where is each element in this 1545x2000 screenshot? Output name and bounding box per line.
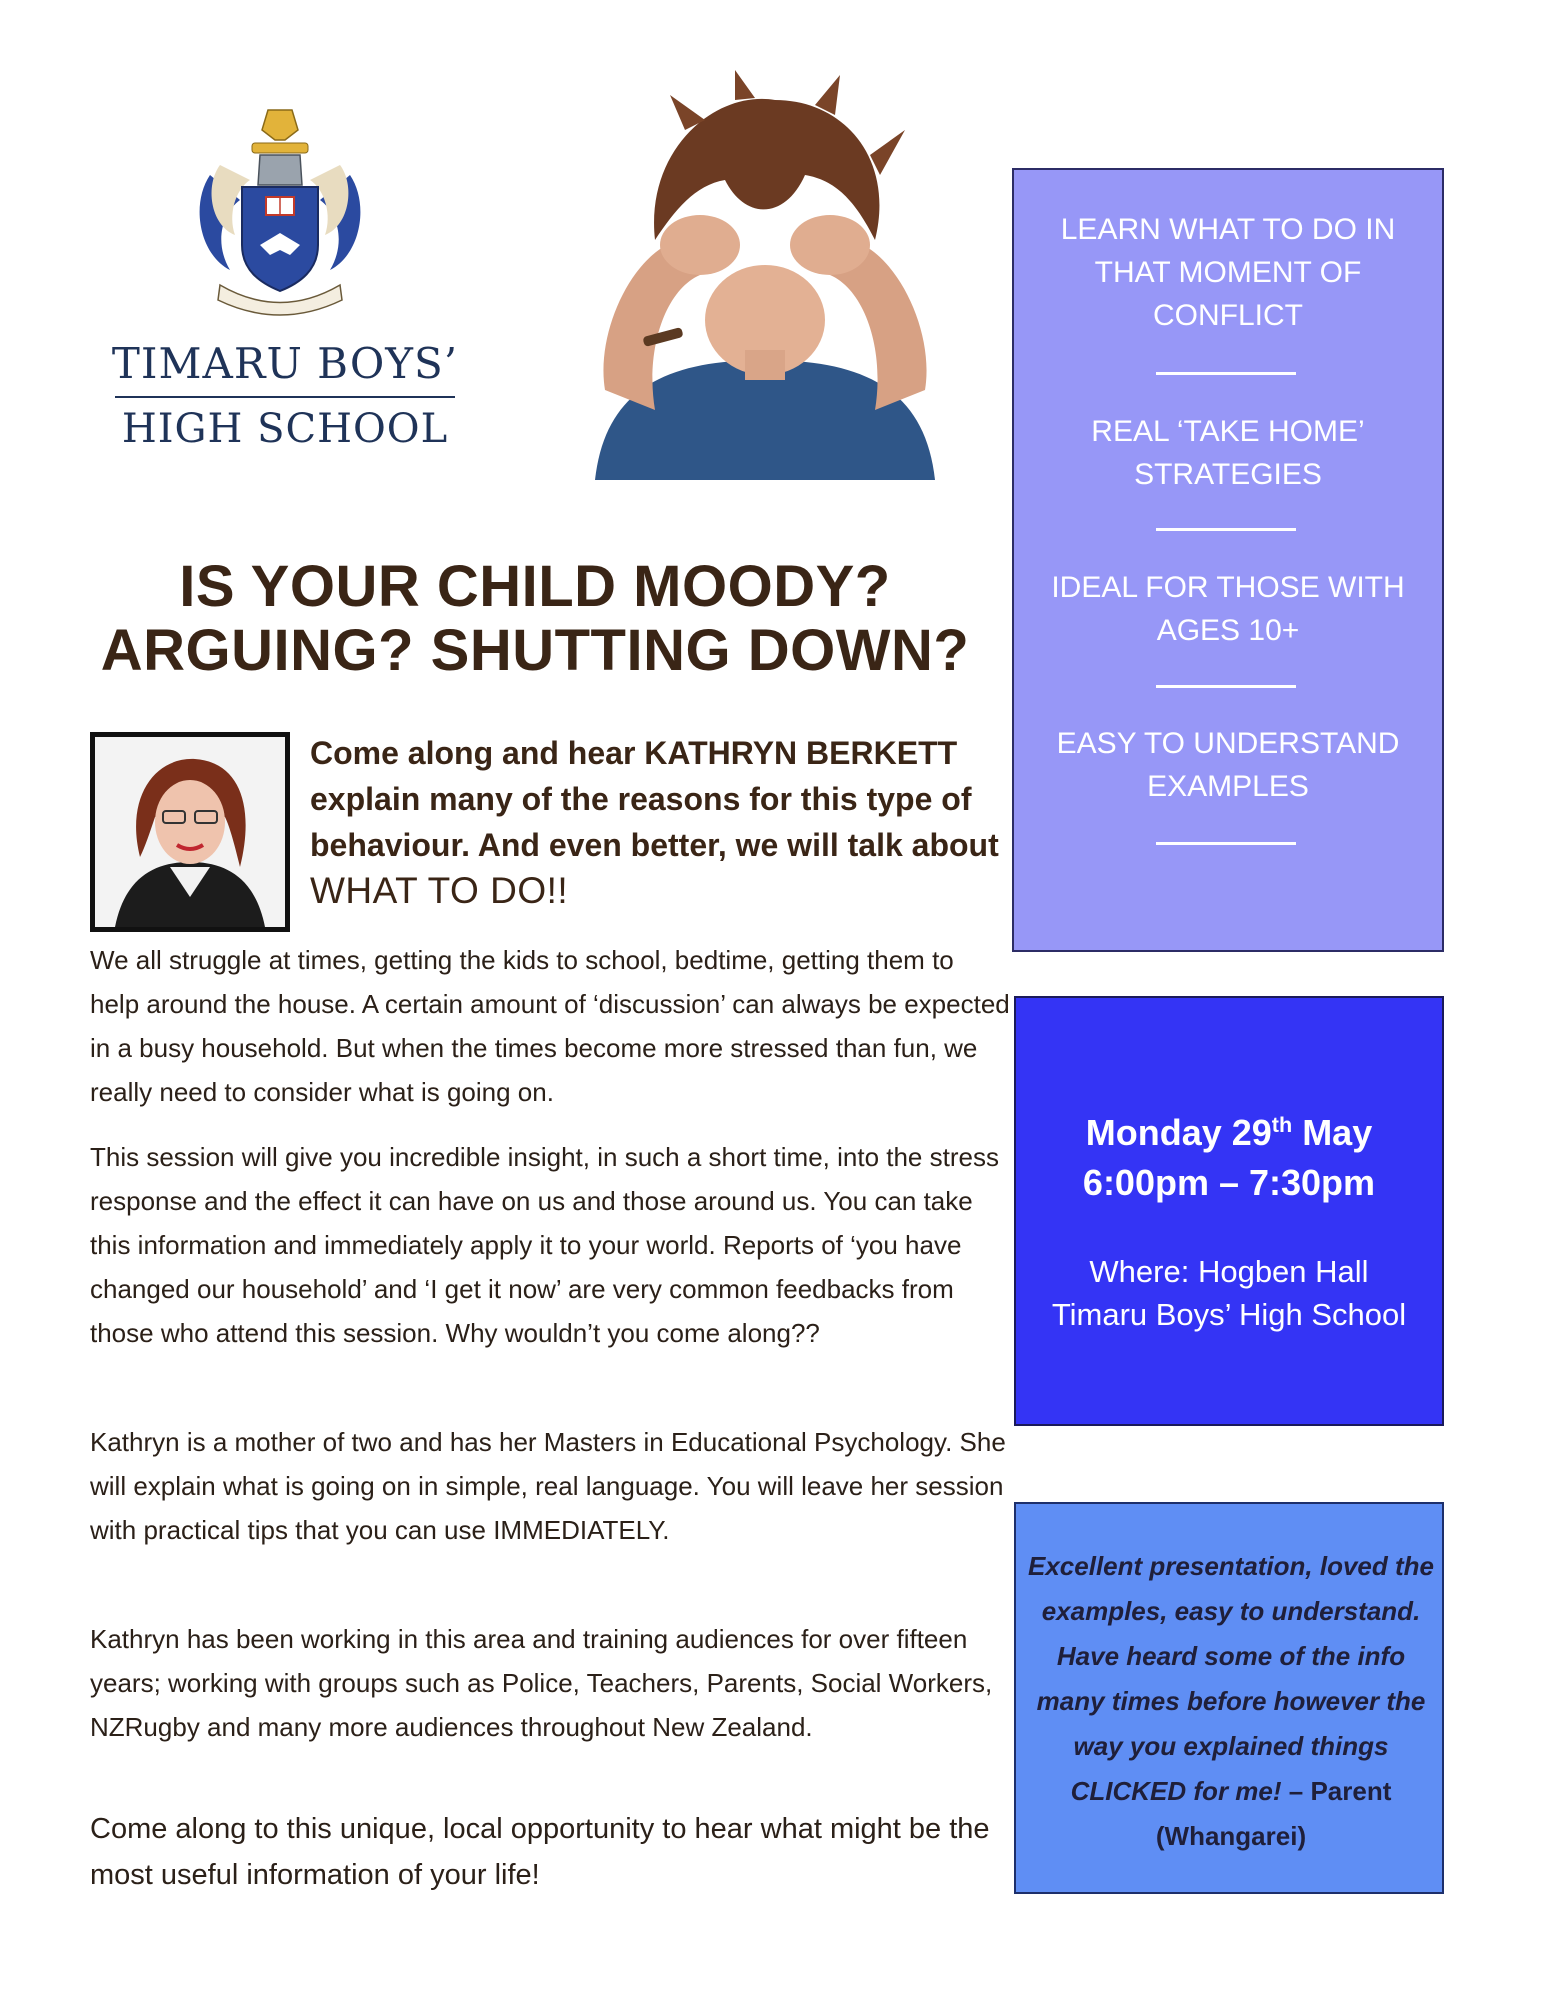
body-paragraph-2: This session will give you incredible insight, in such a short time, into the stress response and the effect it can have on us and those around us. You can take this information and immediately apply it to your world. Reports of ‘you have changed our household’ and ‘I get it now’ are very common feedbacks from those who attend this session. Why wouldn’t you come along??	[90, 1142, 999, 1348]
school-crest-logo	[190, 105, 370, 320]
headline-line1: IS YOUR CHILD MOODY?	[179, 554, 891, 619]
testimonial-text	[1028, 1544, 1434, 1859]
event-where-line2: Timaru Boys’ High School	[1051, 1297, 1407, 1332]
event-details-box	[1014, 996, 1444, 1426]
headline	[60, 555, 1010, 683]
event-date: Monday 29th May	[1085, 1112, 1373, 1153]
testimonial-box	[1014, 1502, 1444, 1894]
speaker-portrait	[90, 732, 290, 932]
intro-body: Come along and hear KATHRYN BERKETT explain many of the reasons for this type of behaviour. And even better, we will talk about	[310, 735, 999, 863]
intro-emphasis: WHAT TO DO!!	[310, 870, 569, 911]
body-paragraph-4: Kathryn has been working in this area and training audiences for over fifteen years; working with groups such as Police, Teachers, Parents, Social Workers, NZRugby and many more audiences throughout New Zealand.	[90, 1624, 993, 1742]
headline-line2: ARGUING? SHUTTING DOWN?	[100, 618, 970, 683]
testimonial-quote: Excellent presentation, loved the examples, easy to understand. Have heard some of the info many times before however the way you explained things CLICKED for me!	[1028, 1551, 1434, 1806]
event-location	[1016, 1250, 1442, 1336]
school-name-line1: TIMARU BOYS’	[111, 339, 459, 388]
body-paragraph-closing: Come along to this unique, local opportunity to hear what might be the most useful information of your life!	[90, 1813, 990, 1891]
feature-divider	[1156, 842, 1296, 845]
feature-divider	[1156, 528, 1296, 531]
body-paragraph-1: We all struggle at times, getting the kids to school, bedtime, getting them to help around the house. A certain amount of ‘discussion’ can always be expected in a busy household. But when the times become more stressed than fun, we really need to consider what is going on.	[90, 945, 1010, 1107]
stressed-child-photo	[585, 70, 945, 480]
event-time: 6:00pm – 7:30pm	[1082, 1162, 1376, 1203]
feature-4: EASY TO UNDERSTAND EXAMPLES	[1056, 727, 1400, 803]
school-name	[85, 340, 485, 452]
feature-2: REAL ‘TAKE HOME’ STRATEGIES	[1091, 415, 1365, 491]
event-date-time	[1016, 1108, 1442, 1208]
feature-divider	[1156, 372, 1296, 375]
feature-divider	[1156, 685, 1296, 688]
feature-3: IDEAL FOR THOSE WITH AGES 10+	[1051, 571, 1405, 647]
school-name-line2: HIGH SCHOOL	[121, 406, 449, 452]
intro-text	[310, 730, 1010, 915]
event-where-line1: Where: Hogben Hall	[1089, 1254, 1369, 1289]
body-paragraph-3: Kathryn is a mother of two and has her Masters in Educational Psychology. She will explain what is going on in simple, real language. You will leave her session with practical tips that you can use IMMEDIATELY.	[90, 1427, 1006, 1545]
school-name-divider	[115, 396, 455, 398]
testimonial-attribution: – Parent (Whangarei)	[1155, 1776, 1392, 1851]
feature-1: LEARN WHAT TO DO IN THAT MOMENT OF CONFLICT	[1060, 213, 1396, 332]
features-box	[1012, 168, 1444, 952]
